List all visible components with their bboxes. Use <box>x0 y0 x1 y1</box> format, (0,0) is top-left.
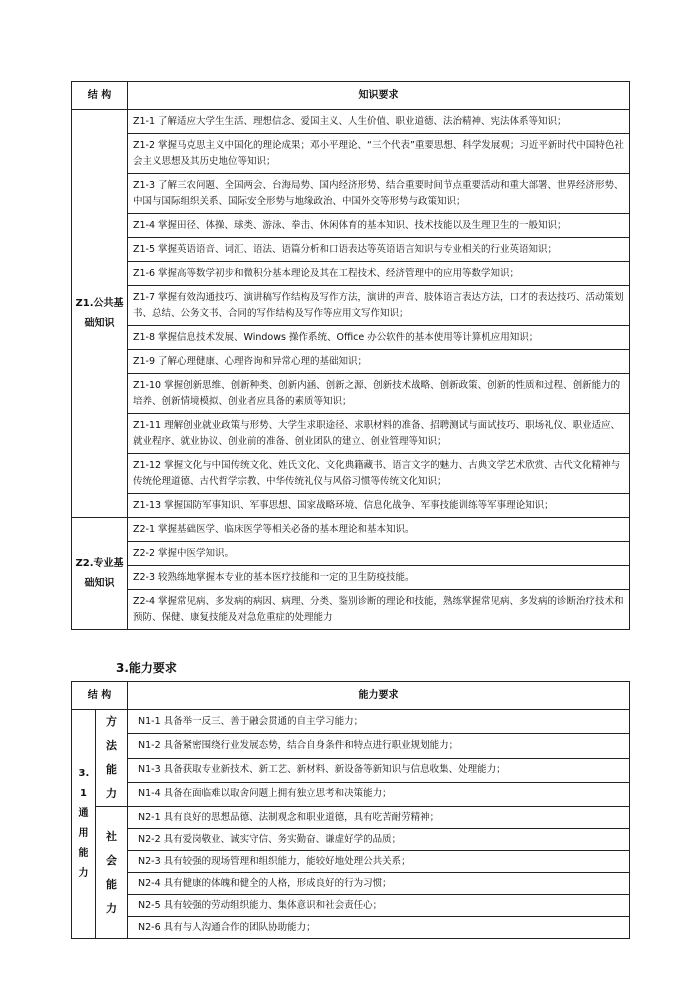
table-row <box>72 734 630 758</box>
ability-requirements-table <box>71 681 630 939</box>
table-row <box>72 807 630 829</box>
knowledge-item: Z1-5 掌握英语语音、词汇、语法、语篇分析和口语表达等英语语言知识与专业相关的行业英语知识； <box>128 238 630 262</box>
table-row <box>72 542 630 566</box>
ability-item: N2-4 具有健康的体魄和健全的人格，形成良好的行为习惯； <box>128 873 630 895</box>
knowledge-item: Z1-8 掌握信息技术发展、Windows 操作系统、Office 办公软件的基本使用等计算机应用知识； <box>128 326 630 350</box>
table-row <box>72 134 630 174</box>
knowledge-item: Z1-3 了解三农问题、全国两会、台海局势、国内经济形势、结合重要时间节点重要活动和重大部署、世界经济形势、中国与国际组织关系、国际安全形势与地缘政治、中国外交等形势与政策知识； <box>128 174 630 214</box>
table-row <box>72 518 630 542</box>
table-row <box>72 414 630 454</box>
table-row <box>72 454 630 494</box>
group-label-z1: Z1.公共基础知识 <box>72 110 128 518</box>
ability-item: N1-4 具备在面临难以取舍问题上拥有独立思考和决策能力； <box>128 782 630 806</box>
ability-item: N2-2 具有爱岗敬业、诚实守信、务实勤奋、谦虚好学的品质； <box>128 829 630 851</box>
header-structure: 结 构 <box>72 682 128 710</box>
knowledge-item: Z1-11 理解创业就业政策与形势、大学生求职途径、求职材料的准备、招聘测试与面试技巧、职场礼仪、职业适应、就业程序、就业协议、创业前的准备、创业团队的建立、创业管理等知识； <box>128 414 630 454</box>
ability-item: N2-3 具有较强的现场管理和组织能力，能较好地处理公共关系； <box>128 851 630 873</box>
knowledge-item: Z1-4 掌握田径、体操、球类、游泳、拳击、休闲体育的基本知识、技术技能以及生理卫生的一般知识； <box>128 214 630 238</box>
subgroup-label-social <box>96 807 128 939</box>
table-row <box>72 758 630 782</box>
table-row <box>72 214 630 238</box>
ability-item: N1-3 具备获取专业新技术、新工艺、新材料、新设备等新知识与信息收集、处理能力； <box>128 758 630 782</box>
table-row <box>72 917 630 939</box>
ability-item: N1-2 具备紧密围绕行业发展态势，结合自身条件和特点进行职业规划能力； <box>128 734 630 758</box>
table-row <box>72 262 630 286</box>
table-row <box>72 851 630 873</box>
table-row <box>72 238 630 262</box>
table-row <box>72 782 630 806</box>
table-header-row <box>72 682 630 710</box>
table-row <box>72 590 630 630</box>
ability-item: N2-6 具有与人沟通合作的团队协助能力； <box>128 917 630 939</box>
knowledge-item: Z1-6 掌握高等数学初步和微积分基本理论及其在工程技术、经济管理中的应用等数学知识； <box>128 262 630 286</box>
table-row <box>72 326 630 350</box>
subgroup-label-method-text: 方法能力 <box>106 715 117 800</box>
subgroup-label-method <box>96 710 128 807</box>
table-row <box>72 350 630 374</box>
table-row <box>72 566 630 590</box>
knowledge-item: Z2-3 较熟练地掌握本专业的基本医疗技能和一定的卫生防疫技能。 <box>128 566 630 590</box>
header-knowledge-requirement: 知识要求 <box>128 82 630 110</box>
table-row <box>72 110 630 134</box>
ability-item: N1-1 具备举一反三、善于融会贯通的自主学习能力； <box>128 710 630 734</box>
ability-item: N2-1 具有良好的思想品德、法制观念和职业道德，具有吃苦耐劳精神； <box>128 807 630 829</box>
table-row <box>72 895 630 917</box>
header-structure: 结 构 <box>72 82 128 110</box>
knowledge-item: Z1-7 掌握有效沟通技巧、演讲稿写作结构及写作方法，演讲的声音、肢体语言表达方法，口才的表达技巧、活动策划书、总结、公务文书、合同的写作结构及写作等应用文写作知识； <box>128 286 630 326</box>
group-label-z2: Z2.专业基础知识 <box>72 518 128 630</box>
table-row <box>72 710 630 734</box>
knowledge-item: Z2-2 掌握中医学知识。 <box>128 542 630 566</box>
table-header-row <box>72 82 630 110</box>
subgroup-label-social-text: 社会能力 <box>106 829 117 915</box>
table-row <box>72 873 630 895</box>
knowledge-item: Z1-1 了解适应大学生生活、理想信念、爱国主义、人生价值、职业道德、法治精神、宪法体系等知识； <box>128 110 630 134</box>
table-row <box>72 829 630 851</box>
knowledge-item: Z1-12 掌握文化与中国传统文化、姓氏文化、文化典籍藏书、语言文字的魅力、古典文学艺术欣赏、古代文化精神与传统伦理道德、古代哲学宗教、中华传统礼仪与风俗习惯等传统文化知识； <box>128 454 630 494</box>
table-row <box>72 174 630 214</box>
section-title: 3.能力要求 <box>116 661 177 675</box>
knowledge-item: Z1-9 了解心理健康、心理咨询和异常心理的基础知识； <box>128 350 630 374</box>
knowledge-item: Z1-10 掌握创新思维、创新种类、创新内涵、创新之源、创新技术战略、创新政策、创新的性质和过程、创新能力的培养、创新情境模拟、创业者应具备的素质等知识； <box>128 374 630 414</box>
knowledge-item: Z2-1 掌握基础医学、临床医学等相关必备的基本理论和基本知识。 <box>128 518 630 542</box>
category-label-text: 3.1通用能力 <box>78 768 90 879</box>
header-ability-requirement: 能力要求 <box>128 682 630 710</box>
table-row <box>72 494 630 518</box>
category-label <box>72 710 96 939</box>
knowledge-item: Z2-4 掌握常见病、多发病的病因、病理、分类、鉴别诊断的理论和技能，熟练掌握常见病、多发病的诊断治疗技术和预防、保健、康复技能及对急危重症的处理能力 <box>128 590 630 630</box>
knowledge-requirements-table <box>71 81 630 630</box>
knowledge-item: Z1-13 掌握国防军事知识、军事思想、国家战略环境、信息化战争、军事技能训练等军事理论知识； <box>128 494 630 518</box>
table-row <box>72 286 630 326</box>
table-row <box>72 374 630 414</box>
ability-item: N2-5 具有较强的劳动组织能力、集体意识和社会责任心； <box>128 895 630 917</box>
knowledge-item: Z1-2 掌握马克思主义中国化的理论成果；邓小平理论、“三个代表”重要思想、科学发展观；习近平新时代中国特色社会主义思想及其历史地位等知识； <box>128 134 630 174</box>
